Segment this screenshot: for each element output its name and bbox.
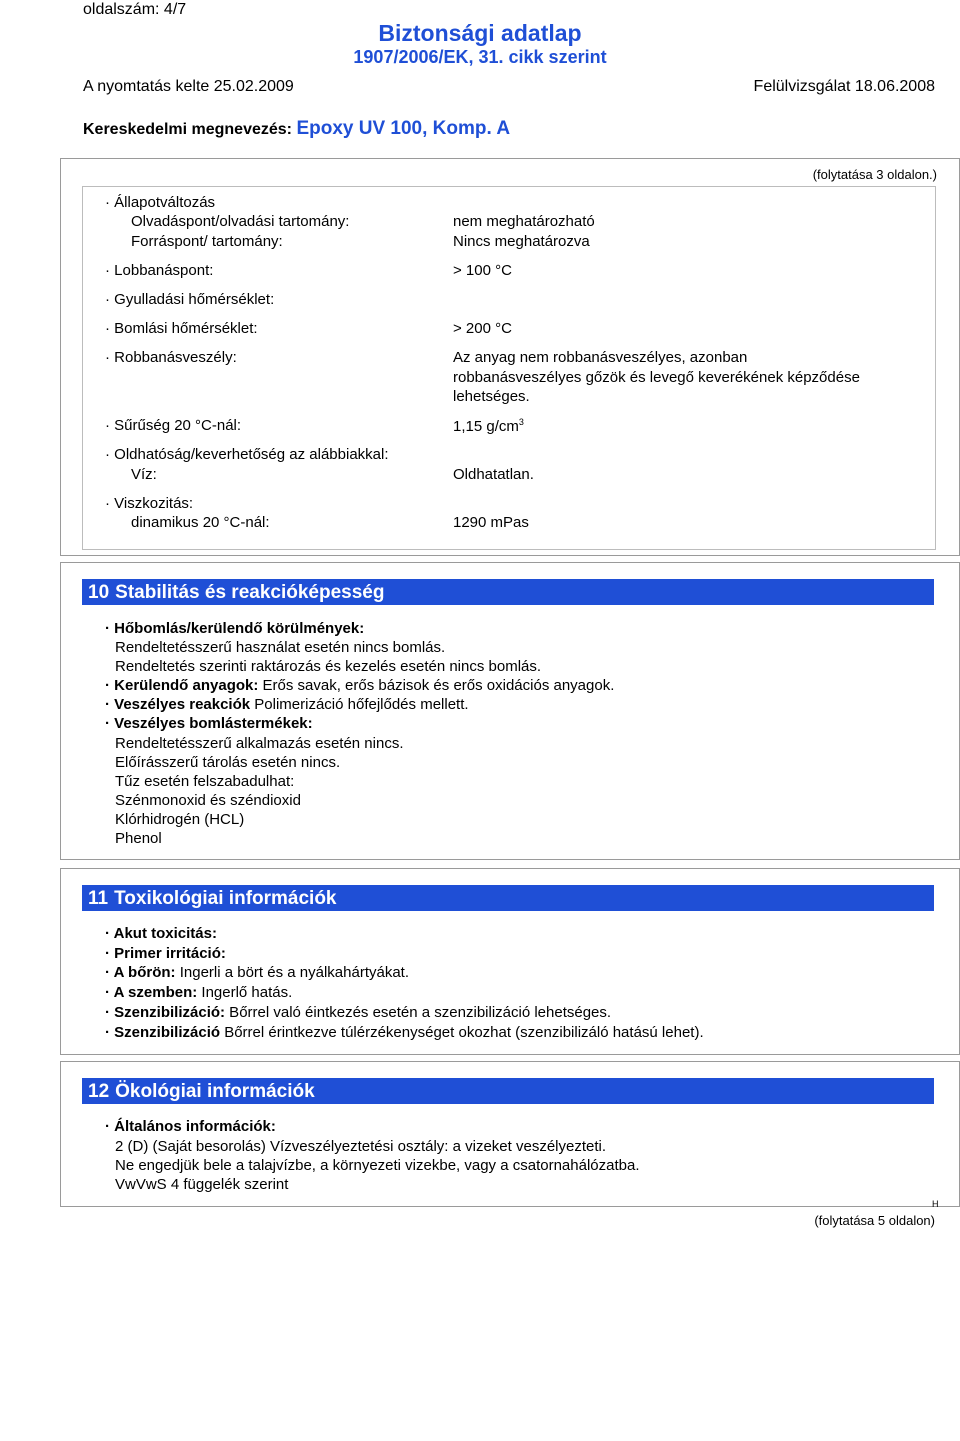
s11-line-4-label: · A szemben: xyxy=(105,984,198,1001)
section-12-title: Ökológiai információk xyxy=(115,1081,315,1102)
state-change-heading: · Állapotváltozás xyxy=(105,194,216,211)
s11-line-4-text: Ingerlő hatás. xyxy=(197,984,293,1001)
explosion-hazard-line-2: robbanásveszélyes gőzök és levegő keverékének képződése xyxy=(453,369,860,386)
boiling-point-value: Nincs meghatározva xyxy=(453,233,590,250)
print-date: A nyomtatás kelte 25.02.2009 xyxy=(83,78,294,95)
s10-line-4-label: · Kerülendő anyagok: xyxy=(105,677,259,694)
viscosity-label: · Viszkozitás: xyxy=(105,495,194,512)
explosion-hazard-label: · Robbanásveszély: xyxy=(105,349,237,366)
s11-line-5-label: · Szenzibilizáció: xyxy=(105,1004,226,1021)
section-11-number: 11 xyxy=(88,888,109,909)
density-number: 1,15 g/cm xyxy=(453,418,519,435)
s10-line-7: Rendeltetésszerű alkalmazás esetén nincs. xyxy=(115,735,404,752)
s10-line-12: Phenol xyxy=(115,830,162,847)
s11-line-1: · Akut toxicitás: xyxy=(105,925,217,942)
s12-line-4: VwVwS 4 függelék szerint xyxy=(115,1176,289,1193)
s10-line-4 xyxy=(105,677,614,694)
dynamic-viscosity-label: dinamikus 20 °C-nál: xyxy=(131,514,270,531)
s12-line-1: · Általános információk: xyxy=(105,1118,276,1135)
s12-line-2: 2 (D) (Saját besorolás) Vízveszélyeztetési osztály: a vizeket veszélyezteti. xyxy=(115,1138,607,1155)
trade-name xyxy=(83,118,510,140)
explosion-hazard-line-1: Az anyag nem robbanásveszélyes, azonban xyxy=(453,349,748,366)
s12-line-3: Ne engedjük bele a talajvízbe, a környezeti vizekbe, vagy a csatornahálózatba. xyxy=(115,1157,640,1174)
density-value xyxy=(453,417,524,435)
s10-line-11: Klórhidrogén (HCL) xyxy=(115,811,245,828)
continued-to-note: (folytatása 5 oldalon) xyxy=(814,1213,935,1228)
section-12-number: 12 xyxy=(88,1081,110,1102)
s11-line-6-label: · Szenzibilizáció xyxy=(105,1024,221,1041)
flash-point-label: · Lobbanáspont: xyxy=(105,262,214,279)
decomposition-temperature-value: > 200 °C xyxy=(453,320,512,337)
ignition-temperature-label: · Gyulladási hőmérséklet: xyxy=(105,291,275,308)
dynamic-viscosity-value: 1290 mPas xyxy=(453,514,529,531)
s10-line-9: Tűz esetén felszabadulhat: xyxy=(115,773,295,790)
section-10-header xyxy=(82,579,934,605)
s10-line-10: Szénmonoxid és széndioxid xyxy=(115,792,301,809)
section-11-header xyxy=(82,885,934,911)
page-marker: H xyxy=(932,1199,939,1209)
trade-name-label: Kereskedelmi megnevezés: xyxy=(83,121,292,138)
s10-line-1: · Hőbomlás/kerülendő körülmények: xyxy=(105,620,365,637)
document-subtitle: 1907/2006/EK, 31. cikk szerint xyxy=(353,47,607,67)
water-value: Oldhatatlan. xyxy=(453,466,534,483)
s10-line-5-label: · Veszélyes reakciók xyxy=(105,696,251,713)
melting-point-label: Olvadáspont/olvadási tartomány: xyxy=(131,213,350,230)
water-label: Víz: xyxy=(131,466,157,483)
s11-line-3 xyxy=(105,964,409,981)
decomposition-temperature-label: · Bomlási hőmérséklet: xyxy=(105,320,258,337)
s10-line-5 xyxy=(105,696,469,713)
density-label: · Sűrűség 20 °C-nál: xyxy=(105,417,242,434)
s11-line-4 xyxy=(105,984,292,1001)
s11-line-6-text: Bőrrel érintkezve túlérzékenységet okozhat (szenzibilizáló hatású lehet). xyxy=(220,1024,704,1041)
document-title: Biztonsági adatlap xyxy=(378,20,582,46)
s11-line-6 xyxy=(105,1024,704,1041)
s11-line-5-text: Bőrrel való éintkezés esetén a szenzibilizáció lehetséges. xyxy=(225,1004,612,1021)
section-10-number: 10 xyxy=(88,582,110,603)
density-exponent: 3 xyxy=(518,417,524,427)
boiling-point-label: Forráspont/ tartomány: xyxy=(131,233,283,250)
s10-line-6: · Veszélyes bomlástermékek: xyxy=(105,715,313,732)
trade-name-value: Epoxy UV 100, Komp. A xyxy=(296,118,511,139)
melting-point-value: nem meghatározható xyxy=(453,213,595,230)
s10-line-8: Előírásszerű tárolás esetén nincs. xyxy=(115,754,341,771)
solubility-label: · Oldhatóság/keverhetőség az alábbiakkal: xyxy=(105,446,389,463)
page-number: oldalszám: 4/7 xyxy=(83,1,187,18)
section-10-title: Stabilitás és reakcióképesség xyxy=(115,582,385,603)
s10-line-5-text: Polimerizáció hőfejlődés mellett. xyxy=(250,696,469,713)
section-12-header xyxy=(82,1078,934,1104)
explosion-hazard-line-3: lehetséges. xyxy=(453,388,530,405)
section-11-title: Toxikológiai információk xyxy=(114,888,337,909)
s10-line-4-text: Erős savak, erős bázisok és erős oxidációs anyagok. xyxy=(258,677,615,694)
flash-point-value: > 100 °C xyxy=(453,262,512,279)
s11-line-5 xyxy=(105,1004,611,1021)
s11-line-3-label: · A bőrön: xyxy=(105,964,176,981)
s11-line-3-text: Ingerli a bört és a nyálkahártyákat. xyxy=(175,964,410,981)
continued-from-note: (folytatása 3 oldalon.) xyxy=(812,167,937,182)
s11-line-2: · Primer irritáció: xyxy=(105,945,226,962)
s10-line-2: Rendeltetésszerű használat esetén nincs bomlás. xyxy=(115,639,446,656)
revision-date: Felülvizsgálat 18.06.2008 xyxy=(753,78,935,95)
s10-line-3: Rendeltetés szerinti raktározás és kezelés esetén nincs bomlás. xyxy=(115,658,542,675)
